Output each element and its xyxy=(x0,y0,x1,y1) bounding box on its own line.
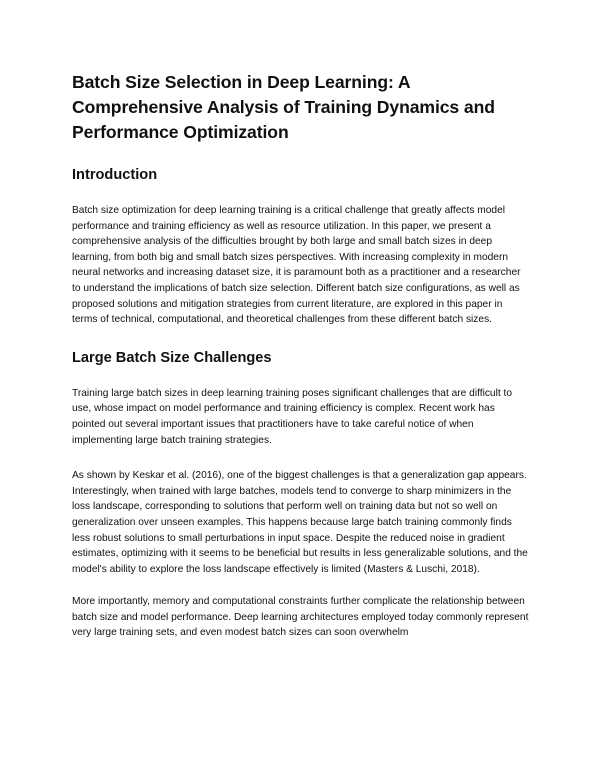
large-batch-paragraph-2: As shown by Keskar et al. (2016), one of the biggest challenges is that a generalization gap appears. Interestingly, when trained with large batches, models tend to converge to sharp minimizers in the loss landscape, corresponding to solutions that perform well on training data but not so well on generalization over unseen examples. This happens because large batch training commonly finds less robust solutions to small perturbations in input space. Despite the reduced noise in gradient estimates, optimizing with it seems to be beneficial but results in less generalizable solutions, and the model's ability to explore the loss landscape effectively is limited (Masters & Luschi, 2018). xyxy=(72,470,528,575)
large-batch-paragraph-3: More importantly, memory and computational constraints further complicate the relationship between batch size and model performance. Deep learning architectures employed today commonly represent very large training sets, and even modest batch sizes can soon overwhelm xyxy=(72,596,529,639)
introduction-paragraph: Batch size optimization for deep learning training is a critical challenge that greatly affects model performance and training efficiency as well as resource utilization. In this paper, we present a comprehensive analysis of the difficulties brought by both large and small batch sizes in deep learning, from both big and small batch sizes perspectives. With increasing complexity in modern neural networks and increasing dataset size, it is paramount both as a practitioner and a researcher to understand the implications of batch size selection. Different batch size configurations, as well as proposed solutions and mitigation strategies from current literature, are explored in this paper in terms of technical, computational, and theoretical challenges from these different batch sizes. xyxy=(72,205,521,326)
document-body xyxy=(72,70,530,641)
large-batch-paragraph-1: Training large batch sizes in deep learning training poses significant challenges that are difficult to use, whose impact on model performance and training efficiency is complex. Recent work has pointed out several important issues that practitioners have to take careful notice of when implementing large batch training strategies. xyxy=(72,387,513,446)
section-heading-introduction: Introduction xyxy=(72,167,158,183)
section-heading-large-batch-size-challenges: Large Batch Size Challenges xyxy=(72,349,272,366)
paper-title: Batch Size Selection in Deep Learning: A Comprehensive Analysis of Training Dynamics and Performance Optimization xyxy=(72,72,495,142)
